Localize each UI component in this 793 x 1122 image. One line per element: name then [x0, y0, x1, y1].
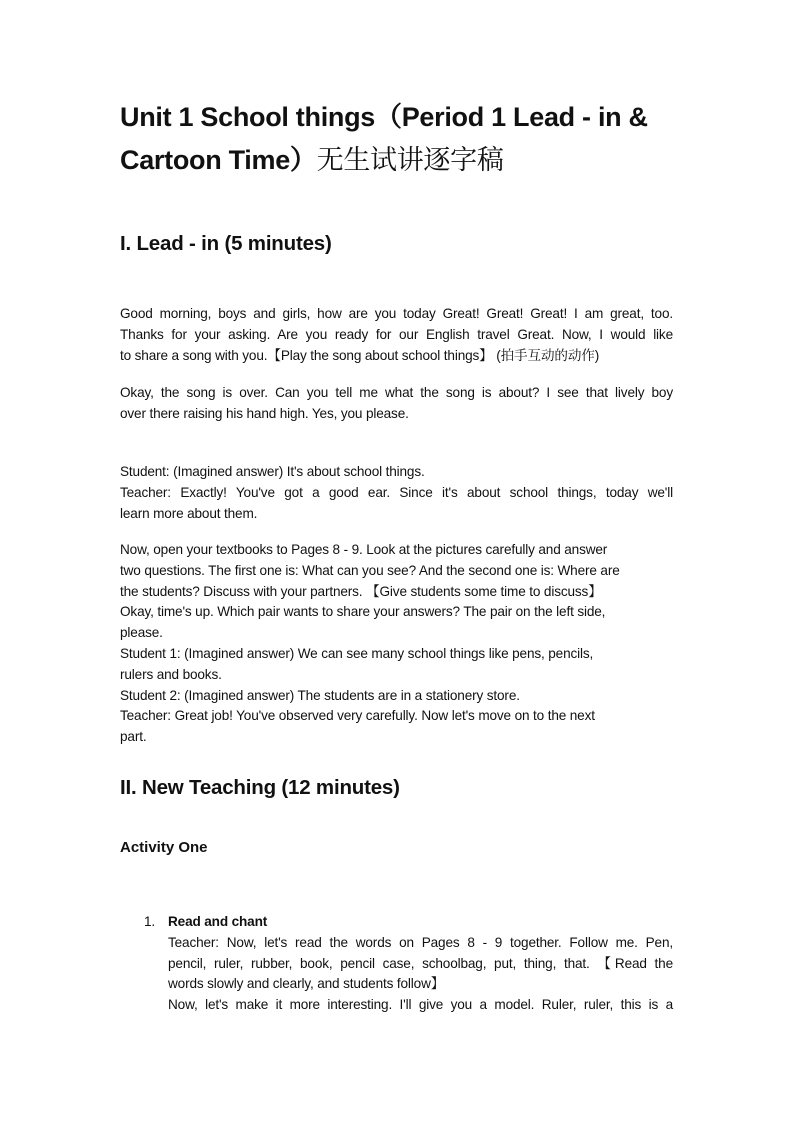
text-line: Teacher: Exactly! You've got a good ear. Since it's about school things, today we'll	[120, 484, 673, 500]
text-line: Now, open your textbooks to Pages 8 - 9. Look at the pictures carefully and answer	[120, 542, 608, 557]
section-heading-lead-in: I. Lead - in (5 minutes)	[120, 232, 332, 255]
list-item-number: 1.	[144, 914, 156, 929]
paragraph-song-question	[120, 383, 673, 425]
title-line-2-cn: 无生试讲逐字稿	[316, 145, 504, 176]
text-line: learn more about them.	[120, 505, 258, 521]
text-line: Okay, the song is over. Can you tell me what the song is about? I see that lively boy	[120, 385, 673, 400]
text-line: over there raising his hand high. Yes, you please.	[120, 405, 409, 421]
list-item-title: Read and chant	[168, 914, 268, 929]
text-line: Student 2: (Imagined answer) The students are in a stationery store.	[120, 687, 520, 703]
text-line: the students? Discuss with your partners. 【Give students some time to discuss】	[120, 583, 602, 599]
paragraph-greeting	[120, 304, 673, 366]
title-line-1: Unit 1 School things（Period 1 Lead - in &	[120, 102, 648, 132]
title-line-2-en: Cartoon Time）	[120, 145, 317, 175]
text-line: to share a song with you.【Play the song about school things】 (拍手互动的动作)	[120, 347, 600, 363]
activity-heading: Activity One	[120, 839, 208, 856]
paragraph-textbook-discussion	[120, 540, 673, 748]
text-line: pencil, ruler, rubber, book, pencil case, schoolbag, put, thing, that. 【Read the	[168, 955, 673, 971]
text-line: Teacher: Great job! You've observed very carefully. Now let's move on to the next	[120, 708, 595, 724]
text-line: two questions. The first one is: What can you see? And the second one is: Where are	[120, 562, 620, 578]
list-item	[168, 912, 673, 1016]
paragraph-dialogue-1	[120, 462, 673, 524]
text-line: part.	[120, 729, 147, 745]
page-title	[120, 96, 690, 182]
title-line-2	[120, 139, 690, 182]
text-line: Okay, time's up. Which pair wants to share your answers? The pair on the left side,	[120, 604, 606, 620]
text-line: words slowly and clearly, and students follow】	[168, 976, 445, 992]
text-line: Student: (Imagined answer) It's about school things.	[120, 464, 425, 479]
text-line: Thanks for your asking. Are you ready for our English travel Great. Now, I would like	[120, 326, 673, 342]
text-line: Student 1: (Imagined answer) We can see many school things like pens, pencils,	[120, 645, 594, 661]
text-line: Good morning, boys and girls, how are you today Great! Great! Great! I am great, too.	[120, 306, 673, 321]
text-line: Teacher: Now, let's read the words on Pages 8 - 9 together. Follow me. Pen,	[168, 934, 673, 950]
text-line: please.	[120, 625, 163, 641]
section-heading-new-teaching: II. New Teaching (12 minutes)	[120, 776, 400, 799]
text-line: Now, let's make it more interesting. I'll give you a model. Ruler, ruler, this is a	[168, 997, 673, 1013]
text-line: rulers and books.	[120, 666, 222, 682]
